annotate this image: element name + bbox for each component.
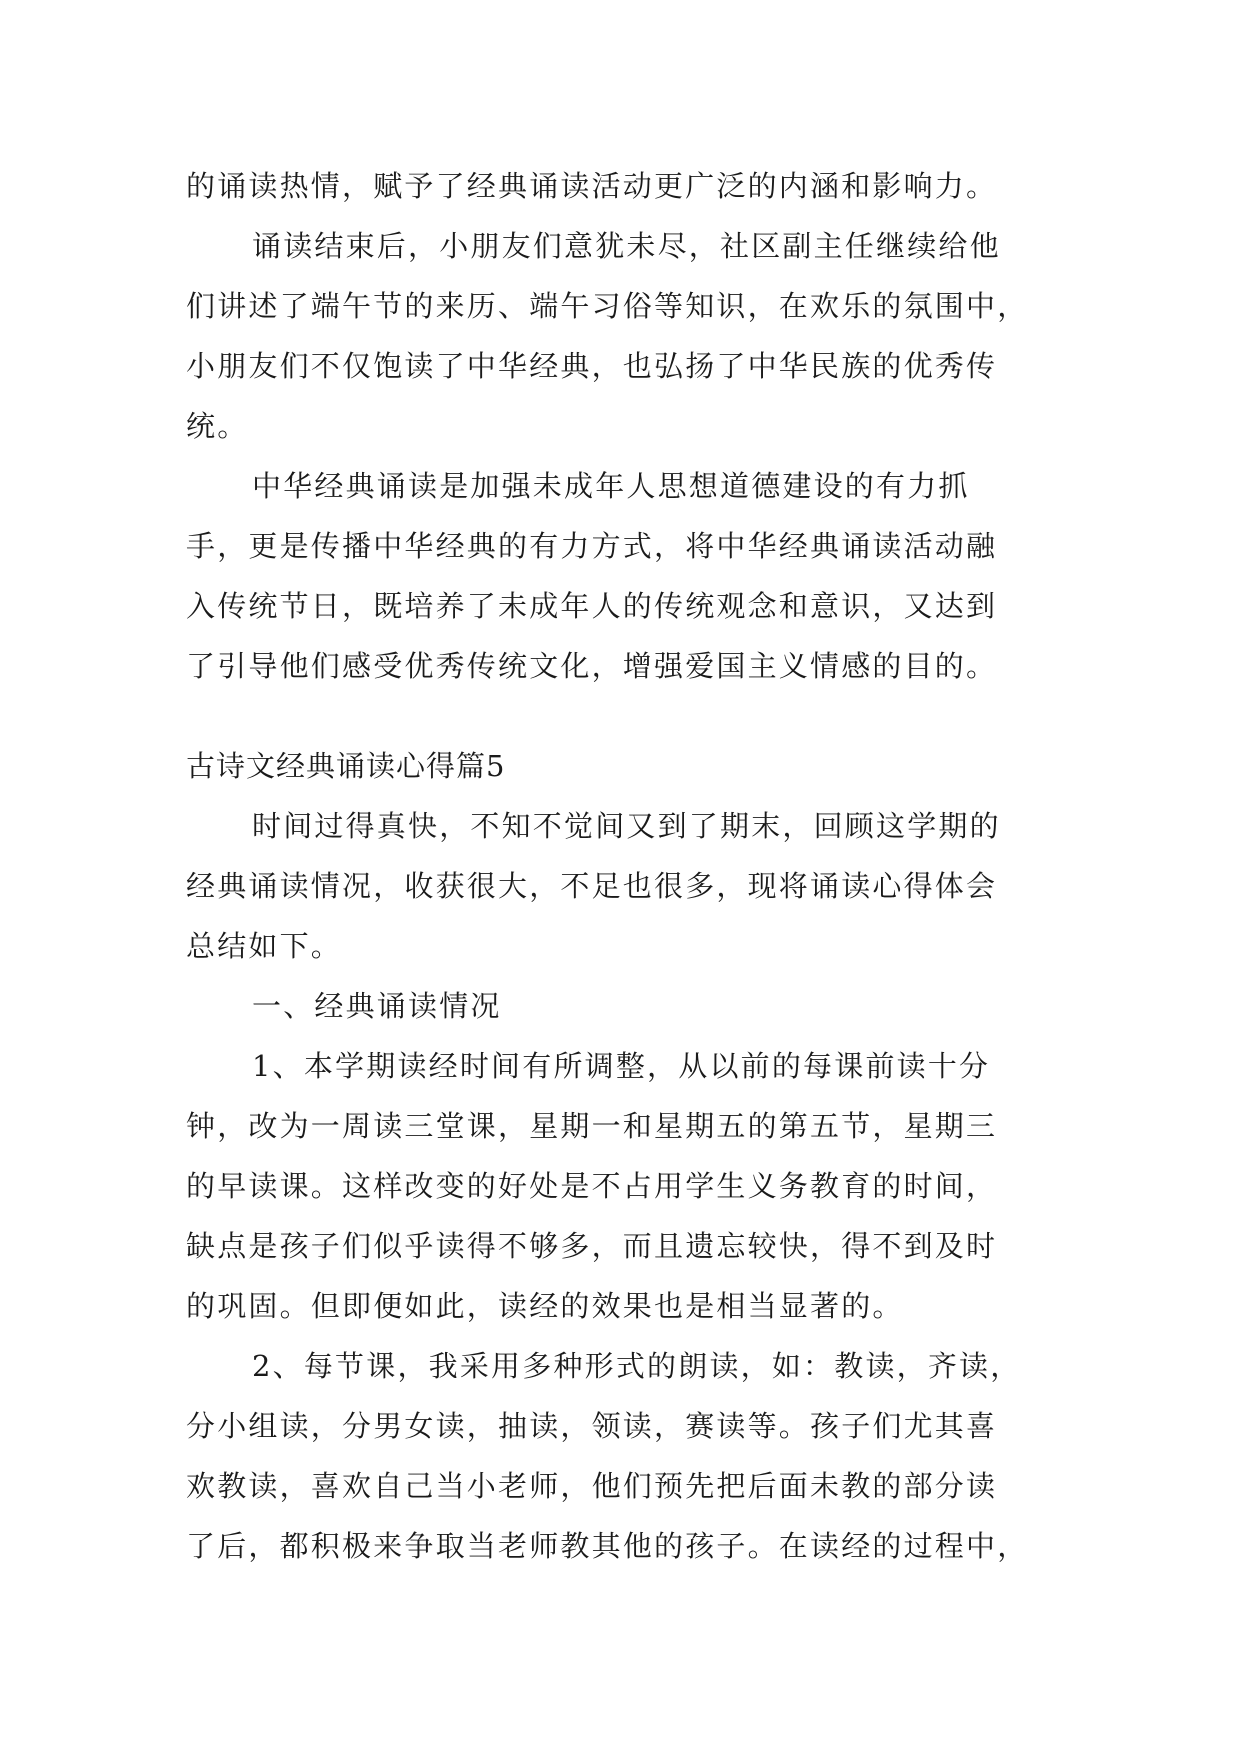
text-line: 一、经典诵读情况 (252, 989, 502, 1023)
text-line: 们讲述了端午节的来历、端午习俗等知识，在欢乐的氛围中， (186, 289, 1029, 323)
text-line: 欢教读，喜欢自己当小老师，他们预先把后面未教的部分读 (186, 1469, 998, 1503)
text-line: 总结如下。 (186, 929, 343, 963)
text-line: 小朋友们不仅饱读了中华经典，也弘扬了中华民族的优秀传 (186, 349, 998, 383)
text-line: 经典诵读情况，收获很大，不足也很多，现将诵读心得体会 (186, 869, 998, 903)
text-line: 诵读结束后，小朋友们意犹未尽，社区副主任继续给他 (252, 229, 1001, 263)
text-line: 入传统节日，既培养了未成年人的传统观念和意识，又达到 (186, 589, 998, 623)
text-line: 的巩固。但即便如此，读经的效果也是相当显著的。 (186, 1289, 904, 1323)
text-line: 时间过得真快，不知不觉间又到了期末，回顾这学期的 (252, 809, 1001, 843)
text-line: 了后，都积极来争取当老师教其他的孩子。在读经的过程中， (186, 1529, 1029, 1563)
text-line: 钟，改为一周读三堂课，星期一和星期五的第五节，星期三 (186, 1109, 998, 1143)
text-line: 统。 (186, 409, 249, 443)
text-line: 中华经典诵读是加强未成年人思想道德建设的有力抓 (252, 469, 970, 503)
text-line: 缺点是孩子们似乎读得不够多，而且遗忘较快，得不到及时 (186, 1229, 998, 1263)
text-line: 手，更是传播中华经典的有力方式，将中华经典诵读活动融 (186, 529, 998, 563)
text-line: 分小组读，分男女读，抽读，领读，赛读等。孩子们尤其喜 (186, 1409, 998, 1443)
text-line: 2、每节课，我采用多种形式的朗读，如：教读，齐读， (252, 1349, 1022, 1383)
section-title: 古诗文经典诵读心得篇5 (186, 749, 506, 783)
text-line: 1、本学期读经时间有所调整，从以前的每课前读十分 (252, 1049, 991, 1083)
text-line: 了引导他们感受优秀传统文化，增强爱国主义情感的目的。 (186, 649, 998, 683)
text-line: 的诵读热情，赋予了经典诵读活动更广泛的内涵和影响力。 (186, 169, 998, 203)
text-line: 的早读课。这样改变的好处是不占用学生义务教育的时间， (186, 1169, 998, 1203)
